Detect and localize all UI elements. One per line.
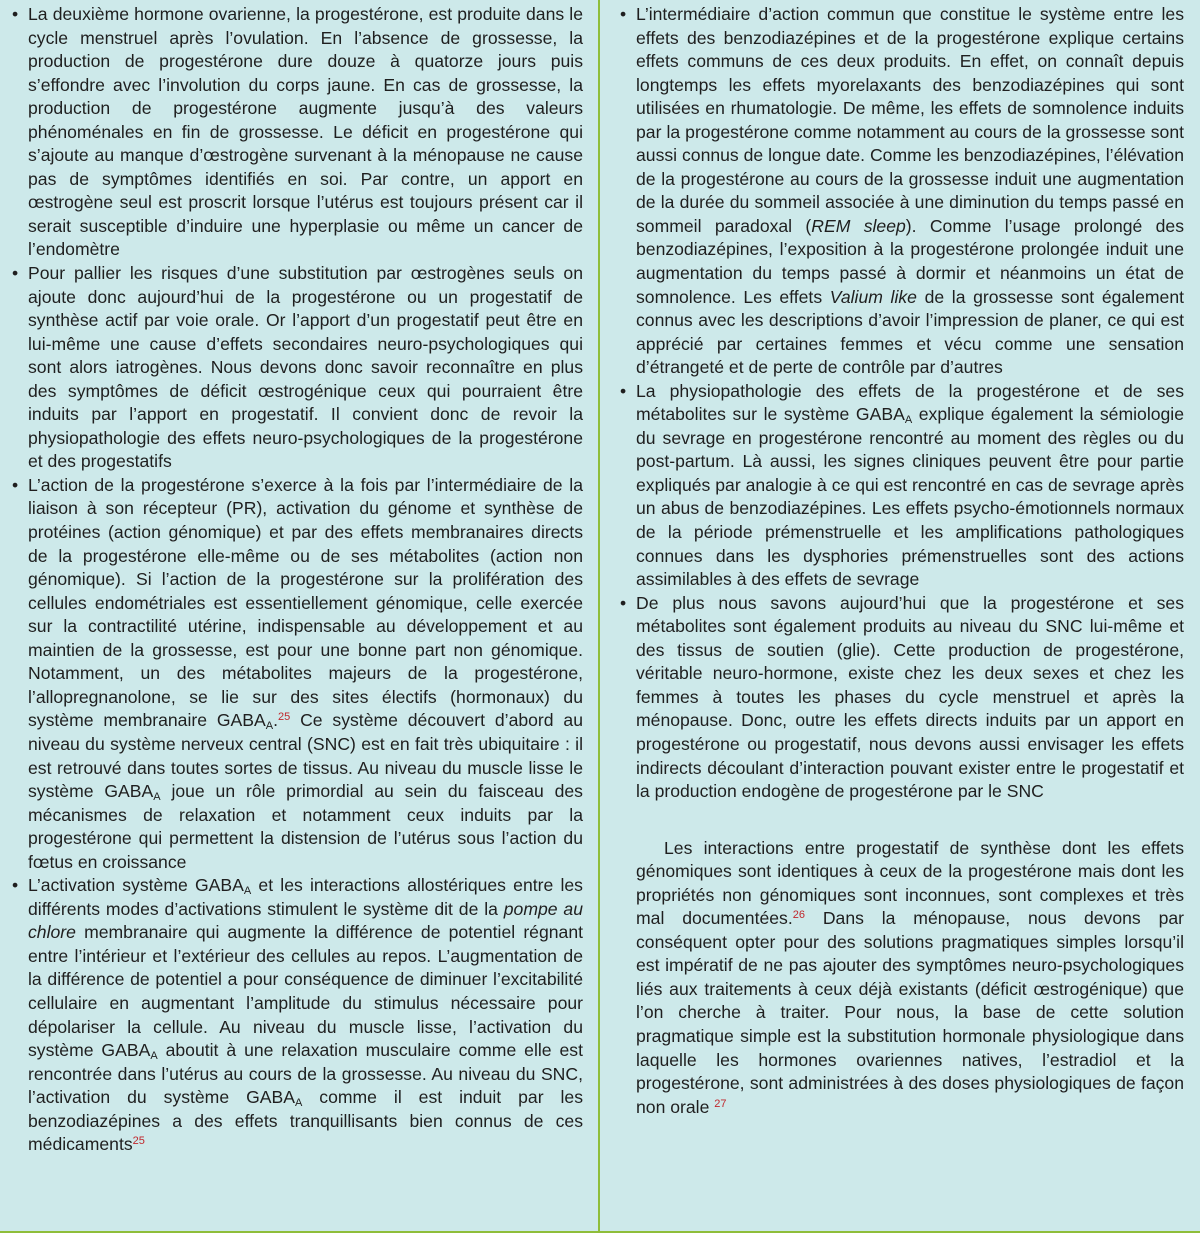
paragraph-text: comme il est induit par les benzodiazépines a des effets tranquillisants bien connus de ces médicaments — [28, 1087, 583, 1155]
column-divider — [598, 0, 600, 1231]
reference-25[interactable]: 25 — [277, 711, 291, 724]
reference-25[interactable]: 25 — [132, 1135, 145, 1148]
bullet-withdrawal-semiology — [618, 380, 1184, 592]
subscript-a: A — [265, 720, 274, 733]
subscript-a: A — [904, 414, 913, 427]
paragraph-text: aboutit à une relaxation musculaire comme elle est rencontrée dans l’utérus au cours de la grossesse. Au niveau du SNC, l’activation du système GABA — [28, 1040, 583, 1108]
closing-paragraph — [636, 837, 1184, 1120]
reference-27[interactable]: 27 — [714, 1097, 727, 1110]
paragraph-text: L’activation système GABA — [28, 875, 244, 896]
paragraph-text: Les interactions entre progestatif de synthèse dont les effets génomiques sont identiques à ceux de la progestérone mais dont les propriétés non génomiques sont inconnues, sont complexes et très mal documentées. — [636, 837, 1184, 929]
paragraph-text: Pour pallier les risques d’une substitution par œstrogènes seuls on ajoute donc aujourd’hui de la progestérone ou un progestatif de synthèse actif par voie orale. Or l’apport d’un progestatif peut être en lui-même une cause d’effets secondaires neuro-psychologiques qui sont alors iatrogènes. Nous devons donc savoir reconnaître en plus des symptômes de déficit œstrogénique ceux qui pourraient être induits par l’apport en progestatif. Il convient donc de revoir la physiopathologie des effets neuro-psychologiques de la progestérone et des progestatifs — [28, 263, 583, 472]
paragraph-text: membranaire qui augmente la différence de potentiel régnant entre l’intérieur et l’extérieur des cellules au repos. L’augmentation de la différence de potentiel a pour conséquence de diminuer l’excitabilité cellulaire en augmentant l’amplitude du stimulus nécessaire pour dépolariser la cellule. Au niveau du muscle lisse, l’activation du système GABA — [28, 922, 583, 1061]
paragraph-text: explique également la sémiologie du sevrage en progestérone rencontré au moment des règles ou du post-partum. Là aussi, les signes cliniques peuvent être pour partie expliqués par analogie à ce qui est rencontré en cas de sevrage après un abus de benzodiazépines. Les effets psycho-émotionnels normaux de la période prémenstruelle et les amplifications pathologiques connues dans les dysphories prémenstruelles sont des actions assimilables à des effets de sevrage — [636, 404, 1184, 590]
paragraph-text: L’intermédiaire d’action commun que constitue le système entre les effets des benzodiazépines et de la progestérone explique certains effets communs de ces deux produits. En effet, on connaît depuis longtemps les effets myorelaxants des benzodiazépines qui sont utilisées en rhumatologie. De même, les effets de somnolence induits par la progestérone comme notamment au cours de la grossesse sont aussi connus de longue date. Comme les benzodiazépines, l’élévation de la progestérone au cours de la grossesse induit une augmentation de la durée du sommeil associée à une diminution du temps passé en sommeil paradoxal ( — [636, 4, 1184, 236]
paragraph-text: joue un rôle primordial au sein du faisceau des mécanismes de relaxation et notamment ceux induits par la progestérone qui permettent la distension de l’utérus sous l’action du fœtus en croissance — [28, 781, 583, 872]
paragraph-text: Dans la ménopause, nous devons par conséquent opter pour des solutions pragmatiques simples lorsqu’il est impératif de ne pas ajouter des symptômes neuro-psychologiques liés aux traitements à ceux déjà existants (déficit œstrogénique) que l’on cherche à traiter. Pour nous, la base de cette solution pragmatique simple est la substitution hormonale physiologique dans laquelle les hormones ovariennes natives, l’estradiol et la progestérone, sont administrées à des doses physiologiques de façon non orale — [636, 908, 1184, 1117]
paragraph-text: ). Comme l’usage prolongé des benzodiazépines, l’exposition à la progestérone prolongée induit une augmentation du temps passé à dormir et néanmoins un état de somnolence. Les effets — [636, 215, 1184, 307]
bullet-progesterone-action — [10, 474, 583, 874]
paragraph-text: Ce système découvert d’abord au niveau du système nerveux central (SNC) est en fait très ubiquitaire : il est retrouvé dans toutes sortes de tissus. Au niveau du muscle lisse le système GABA — [28, 710, 583, 802]
emphasis-text: REM sleep — [811, 215, 906, 236]
bullet-substitution-risks — [10, 262, 583, 474]
paragraph-text: La physiopathologie des effets de la progestérone et de ses métabolites sur le système GABA — [636, 380, 1184, 425]
left-bullet-list — [10, 3, 583, 1157]
bullet-progesterone-cycle — [10, 3, 583, 262]
left-column — [10, 3, 583, 1157]
paragraph-text: et les interactions allostériques entre les différents modes d’activations stimulent le système dit de la — [28, 875, 583, 919]
paragraph-text: De plus nous savons aujourd’hui que la progestérone et ses métabolites sont également produits au niveau du SNC lui-même et des tissus de soutien (glie). Cette production de progestérone, véritable neuro-hormone, existe chez les deux sexes et chez les femmes à toutes les phases du cycle menstruel et après la ménopause. Donc, outre les effets directs induits par un apport en progestérone ou progestatif, nous devons aussi envisager les effets indirects découlant d’interaction pouvant exister entre le progestatif et la production endogène de progestérone par le SNC — [636, 592, 1184, 802]
reference-26[interactable]: 26 — [792, 909, 805, 922]
paragraph-text: L’action de la progestérone s’exerce à la fois par l’intermédiaire de la liaison à son récepteur (PR), activation du génome et synthèse de protéines (action génomique) et par des effets membranaires directs de la progestérone elle-même ou de ses métabolites (action non génomique). Si l’action de la progestérone sur la prolifération des cellules endométriales est essentiellement génomique, celle exercée sur la contractilité utérine, indispensable au développement et au maintien de la grossesse, est pour une bonne part non génomique. Notamment, un des métabolites majeurs de la progestérone, l’allopregnanolone, se lie sur des sites électifs (hormonaux) du système membranaire GABA — [28, 474, 583, 731]
bullet-benzodiazepine-effects — [618, 3, 1184, 380]
subscript-a: A — [294, 1097, 303, 1110]
subscript-a: A — [243, 885, 252, 898]
paragraph-text: de la grossesse sont également connus avec les descriptions d’avoir l’impression de planer, ce qui est apprécié par certaines femmes et vécu comme une sensation d’étrangeté et de perte de contrôle par d’autres — [636, 286, 1185, 378]
paragraph-text: . — [273, 710, 278, 731]
paragraph-text: La deuxième hormone ovarienne, la progestérone, est produite dans le cycle menstruel après l’ovulation. En l’absence de grossesse, la production de progestérone dure douze à quatorze jours puis s’effondre avec l’involution du corps jaune. En cas de grossesse, la production de progestérone augmente jusqu’à des valeurs phénoménales en fin de grossesse. Le déficit en progestérone qui s’ajoute au manque d’œstrogène survenant à la ménopause ne cause pas de symptômes identifiés en soi. Par contre, un apport en œstrogène seul est proscrit lorsque l’utérus est toujours présent car il serait susceptible d’induire une hyperplasie ou même un cancer de l’endomètre — [28, 4, 583, 260]
bullet-gaba-activation — [10, 874, 583, 1157]
subscript-a: A — [150, 1050, 158, 1063]
emphasis-text: Valium like — [829, 286, 917, 307]
right-column — [618, 3, 1184, 1119]
right-bullet-list — [618, 3, 1184, 804]
bullet-cns-production — [618, 592, 1184, 804]
emphasis-text: pompe au chlore — [28, 898, 583, 943]
subscript-a: A — [153, 791, 161, 804]
